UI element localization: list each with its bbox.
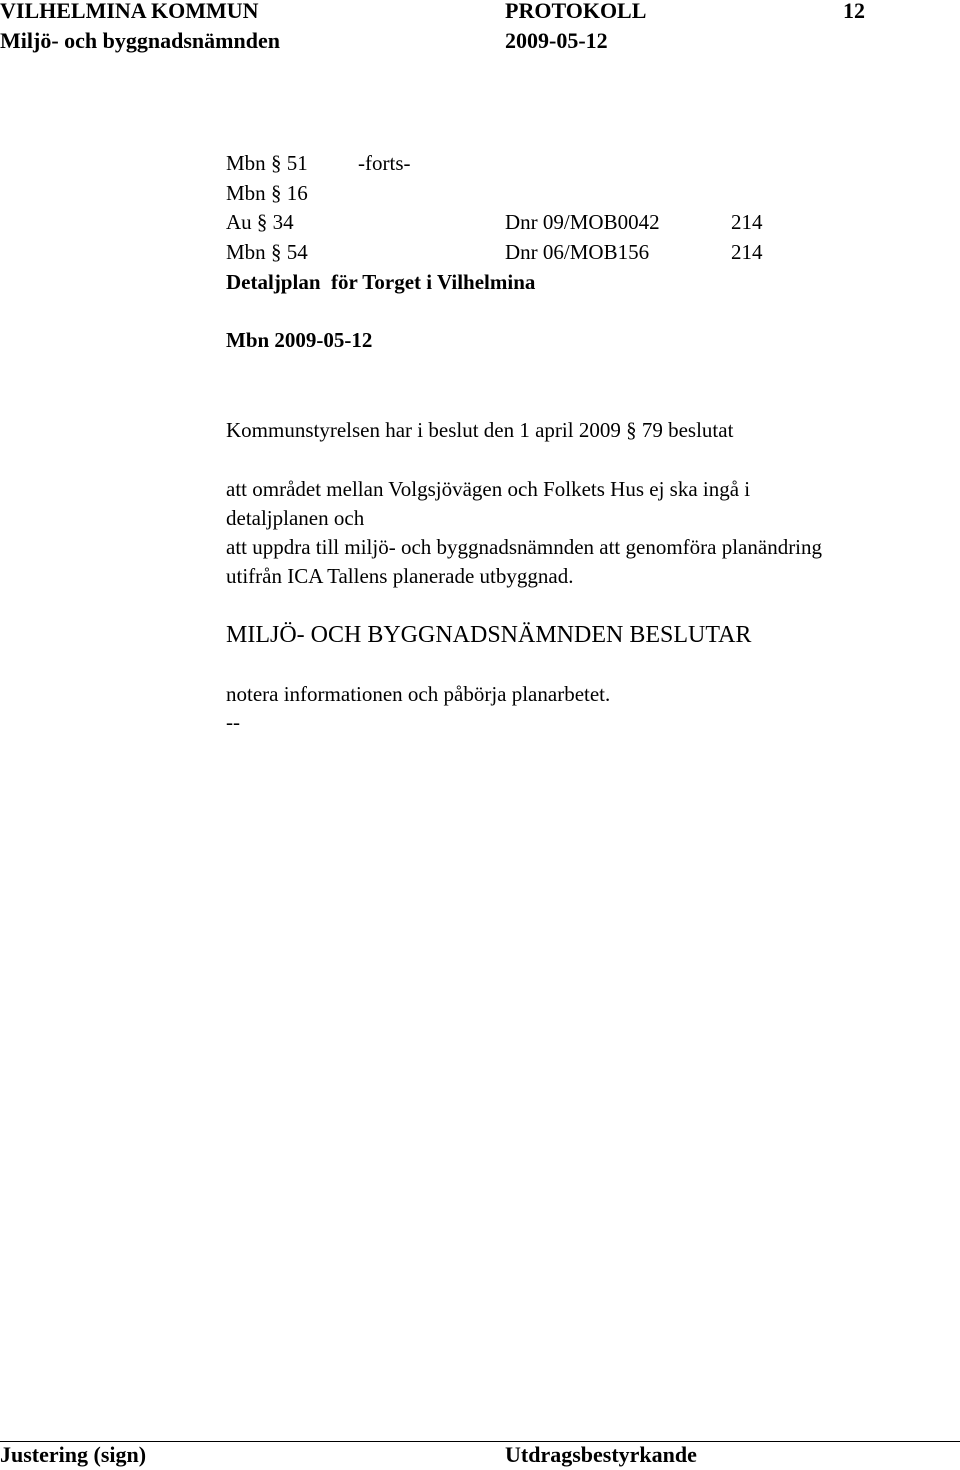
section-sign-icon: § bbox=[270, 240, 282, 264]
board-decision-line bbox=[226, 420, 733, 441]
header-page-number: 12 bbox=[843, 0, 865, 23]
ref-row-3 bbox=[226, 212, 294, 233]
section-sign-icon: § bbox=[256, 210, 268, 234]
ref-1-number: 51 bbox=[286, 151, 308, 175]
ref-1-continued: -forts- bbox=[358, 151, 411, 175]
ref-4-number: 54 bbox=[286, 240, 308, 264]
section-sign-icon: § bbox=[270, 181, 282, 205]
meeting-reference: Mbn 2009-05-12 bbox=[226, 328, 373, 352]
ref-1-prefix: Mbn bbox=[226, 151, 266, 175]
ref-3-dnr: Dnr 09/MOB0042 bbox=[505, 210, 660, 234]
section-sign-icon: § bbox=[270, 151, 282, 175]
body-paragraph-line-1: att området mellan Volgsjövägen och Folkets Hus ej ska ingå i bbox=[226, 477, 751, 501]
ref-3-number: 34 bbox=[272, 210, 294, 234]
ref-4-dnr: Dnr 06/MOB156 bbox=[505, 240, 650, 264]
ref-4-prefix: Mbn bbox=[226, 240, 266, 264]
section-sign-icon: § bbox=[626, 418, 637, 442]
ref-3-code: 214 bbox=[731, 210, 763, 234]
ref-row-2 bbox=[226, 183, 308, 204]
header-committee: Miljö- och byggnadsnämnden bbox=[0, 28, 280, 53]
body-paragraph-line-2: detaljplanen och bbox=[226, 506, 365, 530]
header-doc-type: PROTOKOLL bbox=[505, 0, 647, 23]
decision-heading: MILJÖ- OCH BYGGNADSNÄMNDEN BESLUTAR bbox=[226, 622, 752, 648]
ref-4-code: 214 bbox=[731, 240, 763, 264]
end-mark: -- bbox=[226, 710, 240, 734]
document-title: Detaljplan för Torget i Vilhelmina bbox=[226, 270, 536, 294]
ref-row-1 bbox=[226, 153, 308, 174]
board-decision-suffix: 79 beslutat bbox=[641, 418, 734, 442]
footer-signature-label: Justering (sign) bbox=[0, 1442, 147, 1467]
ref-2-prefix: Mbn bbox=[226, 181, 266, 205]
body-paragraph-line-4: utifrån ICA Tallens planerade utbyggnad. bbox=[226, 564, 574, 588]
ref-2-number: 16 bbox=[286, 181, 308, 205]
footer-certification-label: Utdragsbestyrkande bbox=[505, 1442, 697, 1467]
decision-text: notera informationen och påbörja planarbetet. bbox=[226, 682, 611, 706]
body-paragraph-line-3: att uppdra till miljö- och byggnadsnämnden att genomföra planändring bbox=[226, 535, 823, 559]
header-org: VILHELMINA KOMMUN bbox=[0, 0, 259, 23]
ref-row-4 bbox=[226, 242, 308, 263]
ref-3-prefix: Au bbox=[226, 210, 252, 234]
header-date: 2009-05-12 bbox=[505, 28, 608, 53]
board-decision-text: Kommunstyrelsen har i beslut den 1 april 2009 bbox=[226, 418, 621, 442]
